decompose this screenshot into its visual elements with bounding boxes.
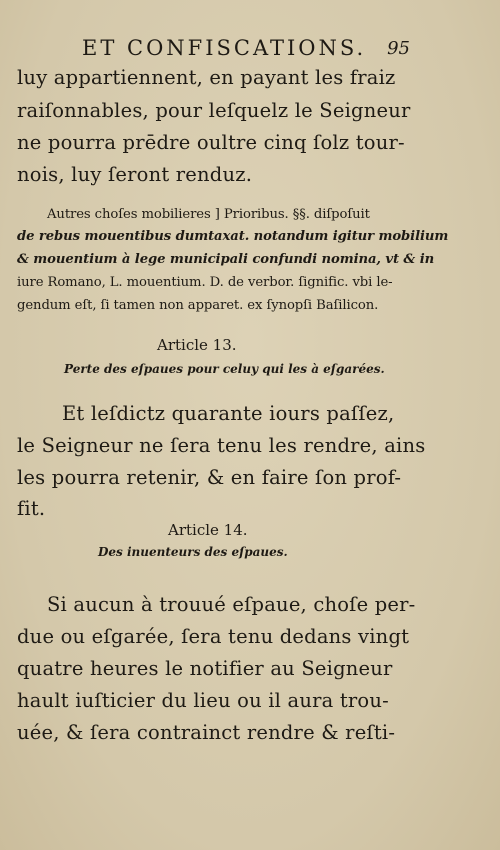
- paragraph-line: hault iuſticier du lieu ou il aura trou-: [17, 689, 389, 712]
- annotation-line: iure Romano, L. mouentium. D. de verbor. ſignific. vbi le-: [17, 275, 393, 290]
- article-caption: Des inuenteurs des eſpaues.: [98, 545, 288, 559]
- article-heading: Article 13.: [157, 336, 237, 354]
- running-title: ET CONFISCATIONS.: [82, 36, 367, 60]
- paragraph-line: nois, luy ſeront renduz.: [17, 163, 253, 186]
- paragraph-line: le Seigneur ne ſera tenu les rendre, ains: [17, 434, 426, 457]
- paragraph-line: luy appartiennent, en payant les fraiz: [17, 66, 396, 89]
- annotation-line: de rebus mouentibus dumtaxat. notandum igitur mobilium: [17, 229, 449, 244]
- paragraph-line: les pourra retenir, & en faire ſon prof-: [17, 466, 402, 489]
- annotation-line: Autres choſes mobilieres ] Prioribus. §§. diſpoſuit: [47, 207, 370, 222]
- paragraph-line: Si aucun à trouué eſpaue, choſe per-: [47, 593, 416, 616]
- annotation-line: gendum eſt, ſi tamen non apparet. ex ſynopſi Baſilicon.: [17, 298, 379, 313]
- annotation-line: & mouentium à lege municipali confundi nomina, vt & in: [17, 252, 435, 267]
- paragraph-line: raiſonnables, pour leſquelz le Seigneur: [17, 99, 411, 122]
- paragraph-line: quatre heures le notifier au Seigneur: [17, 657, 393, 680]
- paragraph-line: fit.: [17, 497, 46, 520]
- paragraph-line: Et leſdictz quarante iours paſſez,: [62, 402, 395, 425]
- article-caption: Perte des eſpaues pour celuy qui les à eſgarées.: [64, 362, 385, 376]
- page-number: 95: [387, 38, 410, 59]
- paragraph-line: ne pourra prēdre oultre cinq ſolz tour-: [17, 131, 405, 154]
- paragraph-line: due ou eſgarée, ſera tenu dedans vingt: [17, 625, 410, 648]
- page-header: [0, 36, 500, 64]
- paragraph-line: uée, & ſera contrainct rendre & reſti-: [17, 721, 396, 744]
- article-heading: Article 14.: [168, 521, 248, 539]
